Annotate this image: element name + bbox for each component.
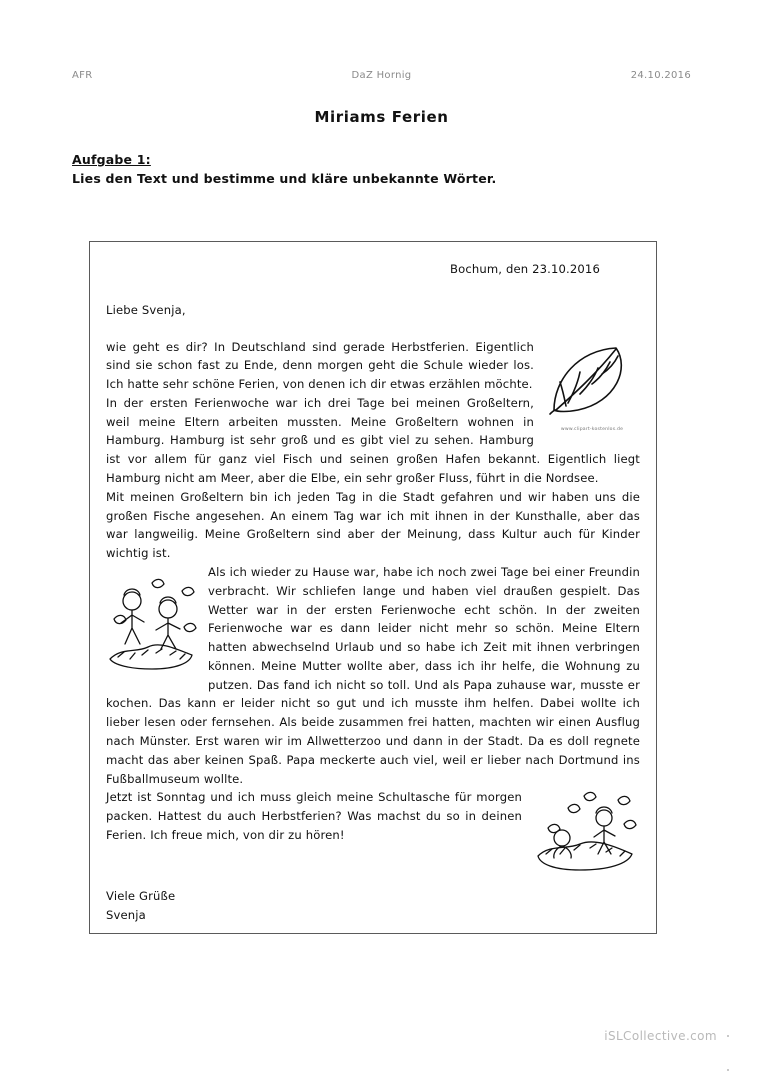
letter-paragraph: Jetzt ist Sonntag und ich muss gleich meine Schultasche für morgen packen. Hattest du auch Herbstferien? Was machst du so in deinen Ferien. Ich freue mich, von dir zu hören! (106, 790, 522, 842)
page-title: Miriams Ferien (314, 108, 449, 126)
header-left-text: AFR (72, 70, 93, 81)
letter-closing: Viele Grüße (106, 889, 176, 904)
clipart-caption: www.clipart-kostenlos.de (560, 427, 624, 433)
letter-paragraph: Als ich wieder zu Hause war, habe ich noch zwei Tage bei einer Freundin verbracht. Wir schliefen lange und haben viel draußen gespielt. Das Wetter war in der ersten Ferienwoche echt schön. In der zweiten Ferienwoche war es dann leider nicht mehr so schön. Meine Eltern hatten abwechselnd Urlaub und so habe ich Zeit mit ihnen verbringen können. Meine Mutter wollte aber, dass ich ihr helfe, die Wohnung zu putzen. Das fand ich nicht so toll. Und als Papa zuhause war, musste er kochen. Das kann er leider nicht so gut und ich musste ihm helfen. Dabei wollte ich lieber lesen oder fernsehen. Als beide zusammen frei hatten, machten wir einen Ausflug nach Münster. Erst waren wir im Allwetterzoo und dann in der Stadt. Da es doll regnete macht das aber keinen Spaß. Papa meckerte auch viel, weil er lieber nach Dortmund ins Fußballmuseum wollte. (106, 564, 640, 786)
children-playing-illustration (106, 567, 198, 679)
task-block (72, 150, 691, 189)
letter-paragraph: Mit meinen Großeltern bin ich jeden Tag in die Stadt gefahren und wir haben uns die großen Fische angesehen. An einem Tag war ich mit ihnen in der Kunsthalle, aber das war langweilig. Meine Großeltern sind aber der Meinung, dass Kultur auch für Kinder wichtig ist. (106, 489, 640, 561)
letter-paragraph: wie geht es dir? In Deutschland sind gerade Herbstferien. Eigentlich sind sie schon fast zu Ende, denn morgen geht die Schule wieder los. Ich hatte sehr schöne Ferien, von denen ich dir etwas erzählen möchte. (106, 339, 534, 392)
children-in-leaves-illustration (532, 788, 640, 874)
task-instruction: Lies den Text und bestimme und kläre unbekannte Wörter. (72, 171, 497, 187)
leaf-illustration (544, 340, 640, 432)
site-watermark: iSLCollective.com (604, 1029, 717, 1043)
letter-salutation: Liebe Svenja, (106, 302, 186, 317)
letter-place-date: Bochum, den 23.10.2016 (450, 262, 600, 276)
letter-signature: Svenja (106, 907, 146, 922)
letter-box (89, 241, 657, 934)
page-header (72, 70, 691, 81)
letter-paragraph: In der ersten Ferienwoche war ich drei Tage bei meinen Großeltern, weil meine Eltern arbeiten mussten. Meine Großeltern wohnen in Hamburg. Hamburg ist sehr groß und es gibt viel zu sehen. Hamburg ist vor allem für ganz viel Fisch und seinen großen Hafen bekannt. Eigentlich liegt Hamburg nicht am Meer, aber die Elbe, ein sehr großer Fluss, führt in die Nordsee. (106, 395, 640, 486)
corner-mark (727, 1069, 729, 1071)
header-center-text: DaZ Hornig (351, 70, 412, 81)
corner-mark (727, 1035, 729, 1037)
header-date-text: 24.10.2016 (630, 70, 691, 81)
task-label: Aufgabe 1: (72, 152, 151, 167)
